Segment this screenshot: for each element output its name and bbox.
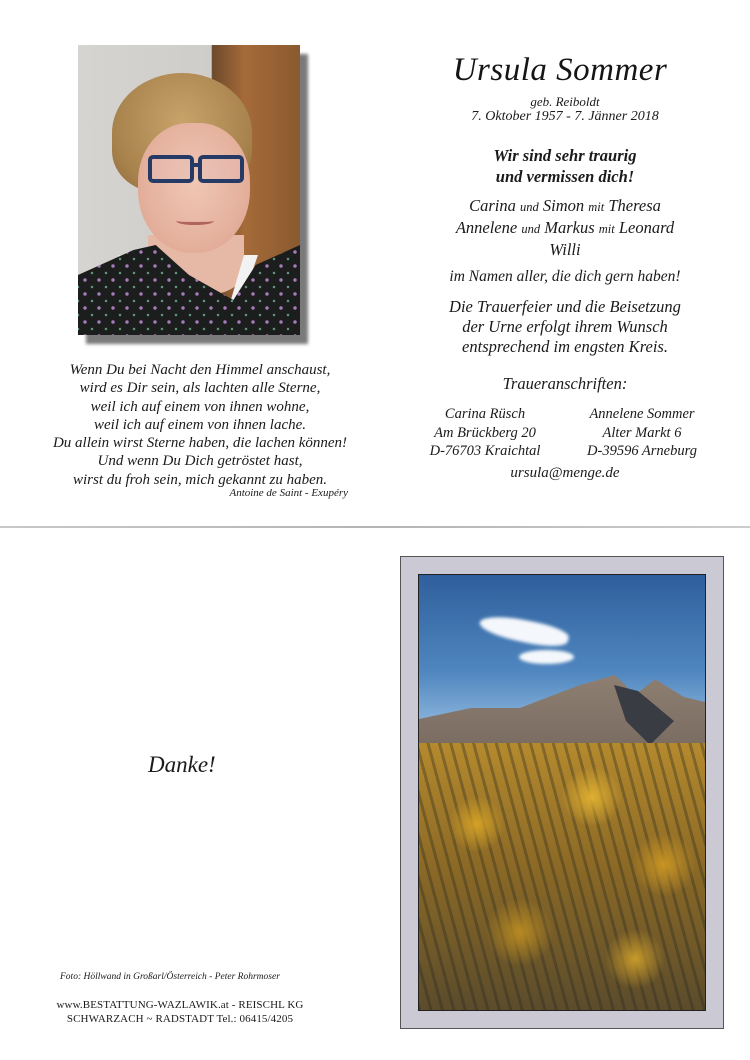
glasses-icon (148, 155, 194, 183)
address-city: D-39596 Arneburg (587, 443, 697, 459)
fold-divider (0, 526, 750, 528)
address-block-1 (410, 405, 560, 461)
address-street: Alter Markt 6 (602, 424, 682, 441)
address-name: Annelene Sommer (589, 406, 695, 422)
poem-line: Wenn Du bei Nacht den Himmel anschaust, (69, 362, 331, 378)
email-link[interactable]: ursula@menge.de (510, 465, 620, 481)
forest-icon (419, 743, 706, 1011)
family-with: mit (588, 200, 605, 214)
poem (20, 361, 380, 489)
ceremony-line-1: Die Trauerfeier und die Beisetzung (449, 297, 681, 316)
family-with: mit (598, 222, 615, 236)
life-dates: 7. Oktober 1957 - 7. Jänner 2018 (471, 109, 659, 124)
landscape-frame (400, 556, 724, 1029)
photo-credit: Foto: Höllwand in Großarl/Österreich - Peter Rohrmoser (60, 972, 280, 982)
family-name: Simon (542, 196, 585, 215)
funeral-home-line-1: www.BESTATTUNG-WAZLAWIK.at - REISCHL KG (56, 999, 304, 1011)
thanks-text: Danke! (148, 752, 216, 777)
poem-line: wird es Dir sein, als lachten alle Sterne, (79, 380, 321, 397)
poem-line: Du allein wirst Sterne haben, die lachen können! (52, 435, 348, 452)
address-city: D-76703 Kraichtal (429, 443, 541, 459)
poem-author: Antoine de Saint - Exupéry (229, 487, 348, 499)
cloud-icon (519, 650, 574, 664)
birth-name: geb. Reiboldt (530, 94, 600, 109)
family-name: Leonard (618, 218, 675, 237)
address-name: Carina Rüsch (444, 406, 526, 422)
poem-line: wirst du froh sein, mich gekannt zu haben. (72, 471, 327, 488)
message-line-2: und vermissen dich! (495, 167, 635, 186)
funeral-home-line-2: SCHWARZACH ~ RADSTADT Tel.: 06415/4205 (66, 1013, 294, 1025)
message-line-1: Wir sind sehr traurig (493, 146, 637, 165)
ceremony-line-2: der Urne erfolgt ihrem Wunsch (462, 317, 668, 336)
cloud-icon (478, 611, 571, 651)
poem-line: weil ich auf einem von ihnen lache. (93, 416, 307, 433)
on-behalf-text: im Namen aller, die dich gern haben! (449, 268, 681, 285)
family-line-3: Willi (549, 240, 581, 259)
addresses-title: Traueranschriften: (502, 374, 628, 393)
family-name: Annelene (455, 218, 518, 237)
portrait-smile (176, 217, 214, 225)
deceased-name: Ursula Sommer (452, 52, 668, 88)
glasses-icon (198, 155, 244, 183)
family-name: Markus (544, 218, 595, 237)
ceremony-line-3: entsprechend im engsten Kreis. (462, 337, 668, 356)
address-block-2 (567, 405, 717, 461)
poem-line: weil ich auf einem von ihnen wohne, (90, 398, 310, 415)
family-line-2 (405, 218, 725, 238)
portrait-photo (78, 45, 300, 335)
family-conjunction: und (519, 200, 539, 214)
family-conjunction: und (521, 222, 541, 236)
poem-line: Und wenn Du Dich getröstet hast, (97, 453, 303, 470)
family-line-1 (405, 196, 725, 216)
landscape-photo (418, 574, 706, 1011)
portrait-face (138, 123, 250, 253)
address-street: Am Brückberg 20 (434, 424, 536, 441)
family-name: Theresa (608, 196, 661, 215)
glasses-bridge (192, 163, 200, 167)
family-name: Carina (469, 196, 516, 215)
